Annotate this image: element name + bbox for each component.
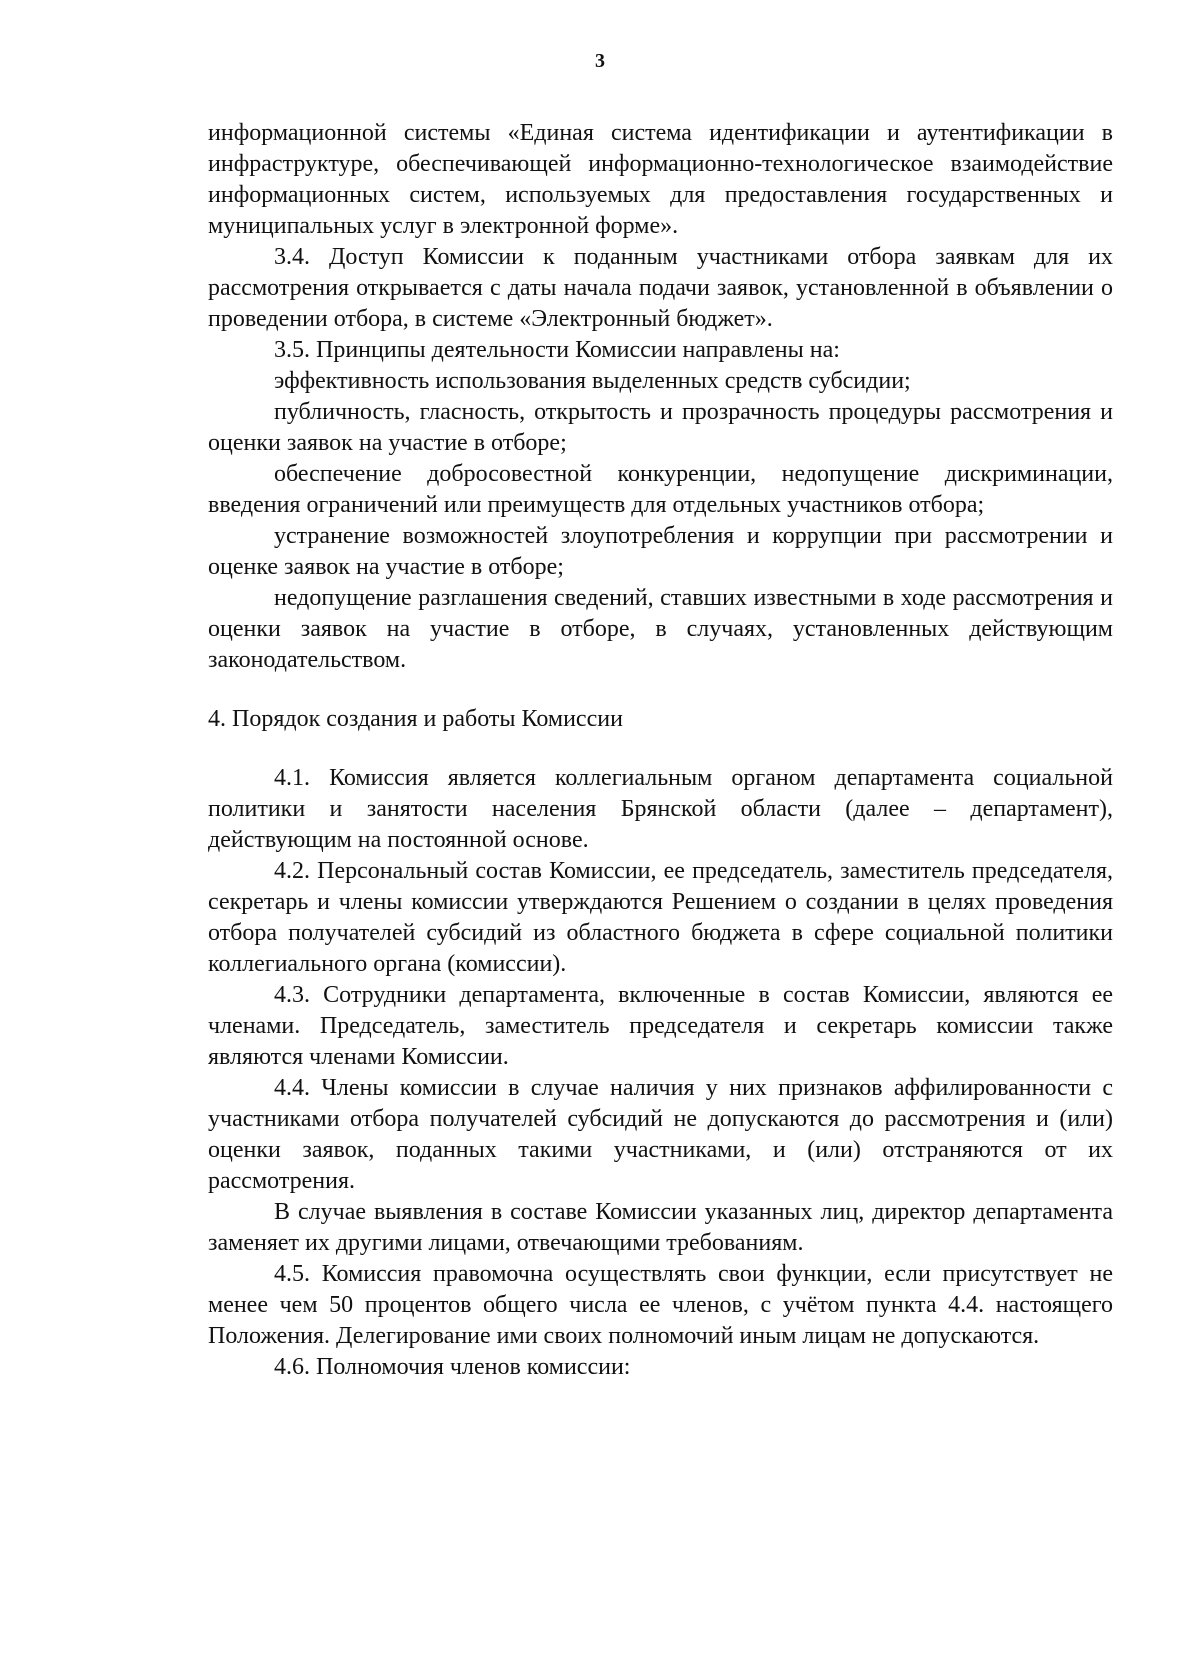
paragraph-4-4-replacement: В случае выявления в составе Комиссии указанных лиц, директор департамента заменяет их другими лицами, отвечающими требованиям. — [208, 1199, 1113, 1256]
paragraph-4-2: 4.2. Персональный состав Комиссии, ее председатель, заместитель председателя, секретарь и члены комиссии утверждаются Решением о создании в целях проведения отбора получателей субсидий из областного бюджета в сфере социальной политики коллегиального органа (комиссии). — [208, 858, 1113, 977]
principle-item: недопущение разглашения сведений, ставших известными в ходе рассмотрения и оценки заявок на участие в отборе, в случаях, установленных действующим законодательством. — [208, 585, 1113, 673]
principle-item: публичность, гласность, открытость и прозрачность процедуры рассмотрения и оценки заявок на участие в отборе; — [208, 399, 1113, 456]
paragraph-4-6: 4.6. Полномочия членов комиссии: — [274, 1354, 631, 1380]
principle-item: обеспечение добросовестной конкуренции, недопущение дискриминации, введения ограничений или преимуществ для отдельных участников отбора; — [208, 461, 1113, 518]
paragraph-3-4: 3.4. Доступ Комиссии к поданным участниками отбора заявкам для их рассмотрения открывается с даты начала подачи заявок, установленной в объявлении о проведении отбора, в системе «Электронный бюджет». — [208, 244, 1113, 332]
paragraph-3-5: 3.5. Принципы деятельности Комиссии направлены на: — [274, 337, 840, 363]
principle-item: устранение возможностей злоупотребления и коррупции при рассмотрении и оценке заявок на участие в отборе; — [208, 523, 1113, 580]
paragraph-4-5: 4.5. Комиссия правомочна осуществлять свои функции, если присутствует не менее чем 50 процентов общего числа ее членов, с учётом пункта 4.4. настоящего Положения. Делегирование ими своих полномочий иным лицам не допускаются. — [208, 1261, 1113, 1349]
paragraph-4-4: 4.4. Члены комиссии в случае наличия у них признаков аффилированности с участниками отбора получателей субсидий не допускаются до рассмотрения и (или) оценки заявок, поданных такими участниками, и (или) отстраняются от их рассмотрения. — [208, 1075, 1113, 1194]
paragraph-4-1: 4.1. Комиссия является коллегиальным органом департамента социальной политики и занятости населения Брянской области (далее – департамент), действующим на постоянной основе. — [208, 765, 1113, 853]
section-4-heading: 4. Порядок создания и работы Комиссии — [208, 706, 623, 732]
paragraph-continuation: информационной системы «Единая система идентификации и аутентификации в инфраструктуре, обеспечивающей информационно-технологическое взаимодействие информационных систем, используемых для предоставления государственных и муниципальных услуг в электронной форме». — [208, 120, 1113, 239]
page-number: 3 — [595, 50, 605, 72]
paragraph-4-3: 4.3. Сотрудники департамента, включенные в состав Комиссии, являются ее членами. Председатель, заместитель председателя и секретарь комиссии также являются членами Комиссии. — [208, 982, 1113, 1070]
document-body — [208, 118, 1113, 1383]
principle-item: эффективность использования выделенных средств субсидии; — [274, 368, 911, 394]
